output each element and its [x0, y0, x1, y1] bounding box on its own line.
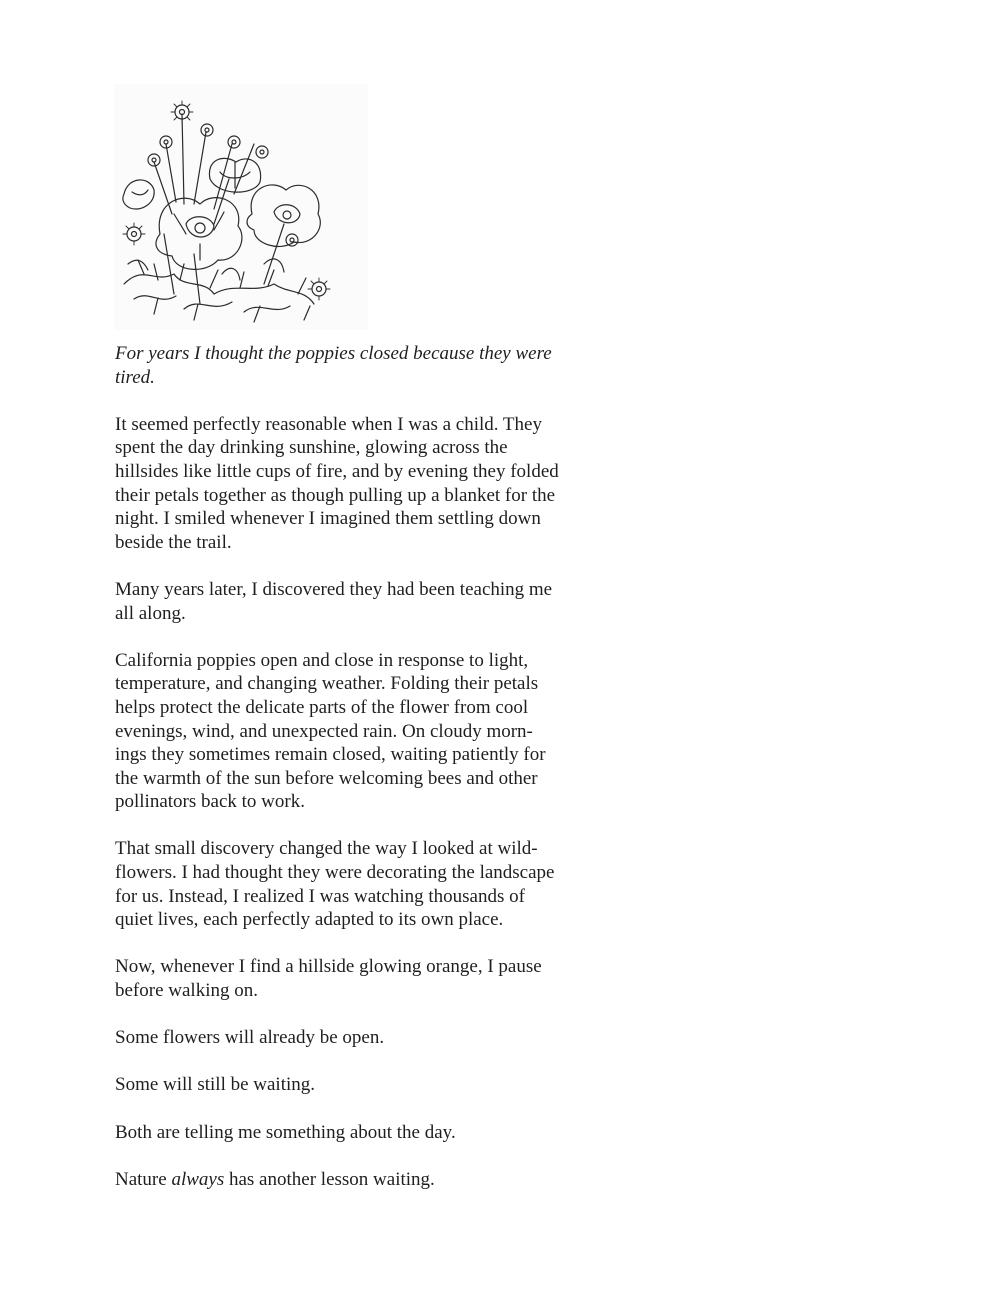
text-line: the warmth of the sun before welcoming bees and other [115, 767, 538, 789]
paragraphs [115, 413, 575, 1144]
paragraph-waiting [115, 1073, 575, 1097]
text-line: night. I smiled whenever I imagined them settling down [115, 508, 541, 530]
paragraph-wildflowers [115, 837, 575, 931]
text-line: Many years later, I discovered they had been teaching me [115, 578, 553, 600]
text-line: Both are telling me something about the day. [115, 1121, 456, 1143]
closing-before: Nature [115, 1168, 172, 1190]
text-line: evenings, wind, and unexpected rain. On cloudy morn- [115, 720, 533, 742]
text-line: flowers. I had thought they were decorating the landscape [115, 862, 555, 884]
text-line: It seemed perfectly reasonable when I was a child. They [115, 413, 542, 435]
lead-italic-line: For years I thought the poppies closed because they were tired. [115, 343, 552, 388]
text-line: quiet lives, each perfectly adapted to its own place. [115, 909, 504, 931]
closing-after: has another lesson waiting. [224, 1168, 435, 1190]
text-line: Some will still be waiting. [115, 1074, 316, 1096]
poppy-illustration-icon [114, 84, 368, 330]
paragraph-open [115, 1026, 575, 1050]
paragraph-science [115, 649, 575, 814]
essay-body [115, 342, 575, 1191]
text-line: for us. Instead, I realized I was watching thousands of [115, 885, 525, 907]
text-line: their petals together as though pulling up a blanket for the [115, 484, 556, 506]
text-line: beside the trail. [115, 531, 232, 553]
text-line: hillsides like little cups of fire, and by evening they folded [115, 460, 559, 482]
paragraph-day [115, 1121, 575, 1145]
text-line: spent the day drinking sunshine, glowing across the [115, 437, 508, 459]
text-line: Some flowers will already be open. [115, 1027, 385, 1049]
text-line: helps protect the delicate parts of the flower from cool [115, 696, 529, 718]
text-line: temperature, and changing weather. Folding their petals [115, 673, 539, 695]
text-line: That small discovery changed the way I looked at wild- [115, 838, 538, 860]
paragraph-closing [115, 1168, 575, 1192]
text-line: before walking on. [115, 980, 258, 1002]
text-line: all along. [115, 602, 186, 624]
poppy-drawing [114, 84, 368, 330]
paragraph-hillside [115, 955, 575, 1002]
paragraph-childhood [115, 413, 575, 555]
paragraph-discovery [115, 578, 575, 625]
text-line: pollinators back to work. [115, 791, 305, 813]
text-line: Now, whenever I find a hillside glowing orange, I pause [115, 956, 542, 978]
text-line: California poppies open and close in response to light, [115, 649, 529, 671]
text-line: ings they sometimes remain closed, waiting patiently for [115, 744, 546, 766]
closing-emphasis: always [171, 1168, 225, 1190]
